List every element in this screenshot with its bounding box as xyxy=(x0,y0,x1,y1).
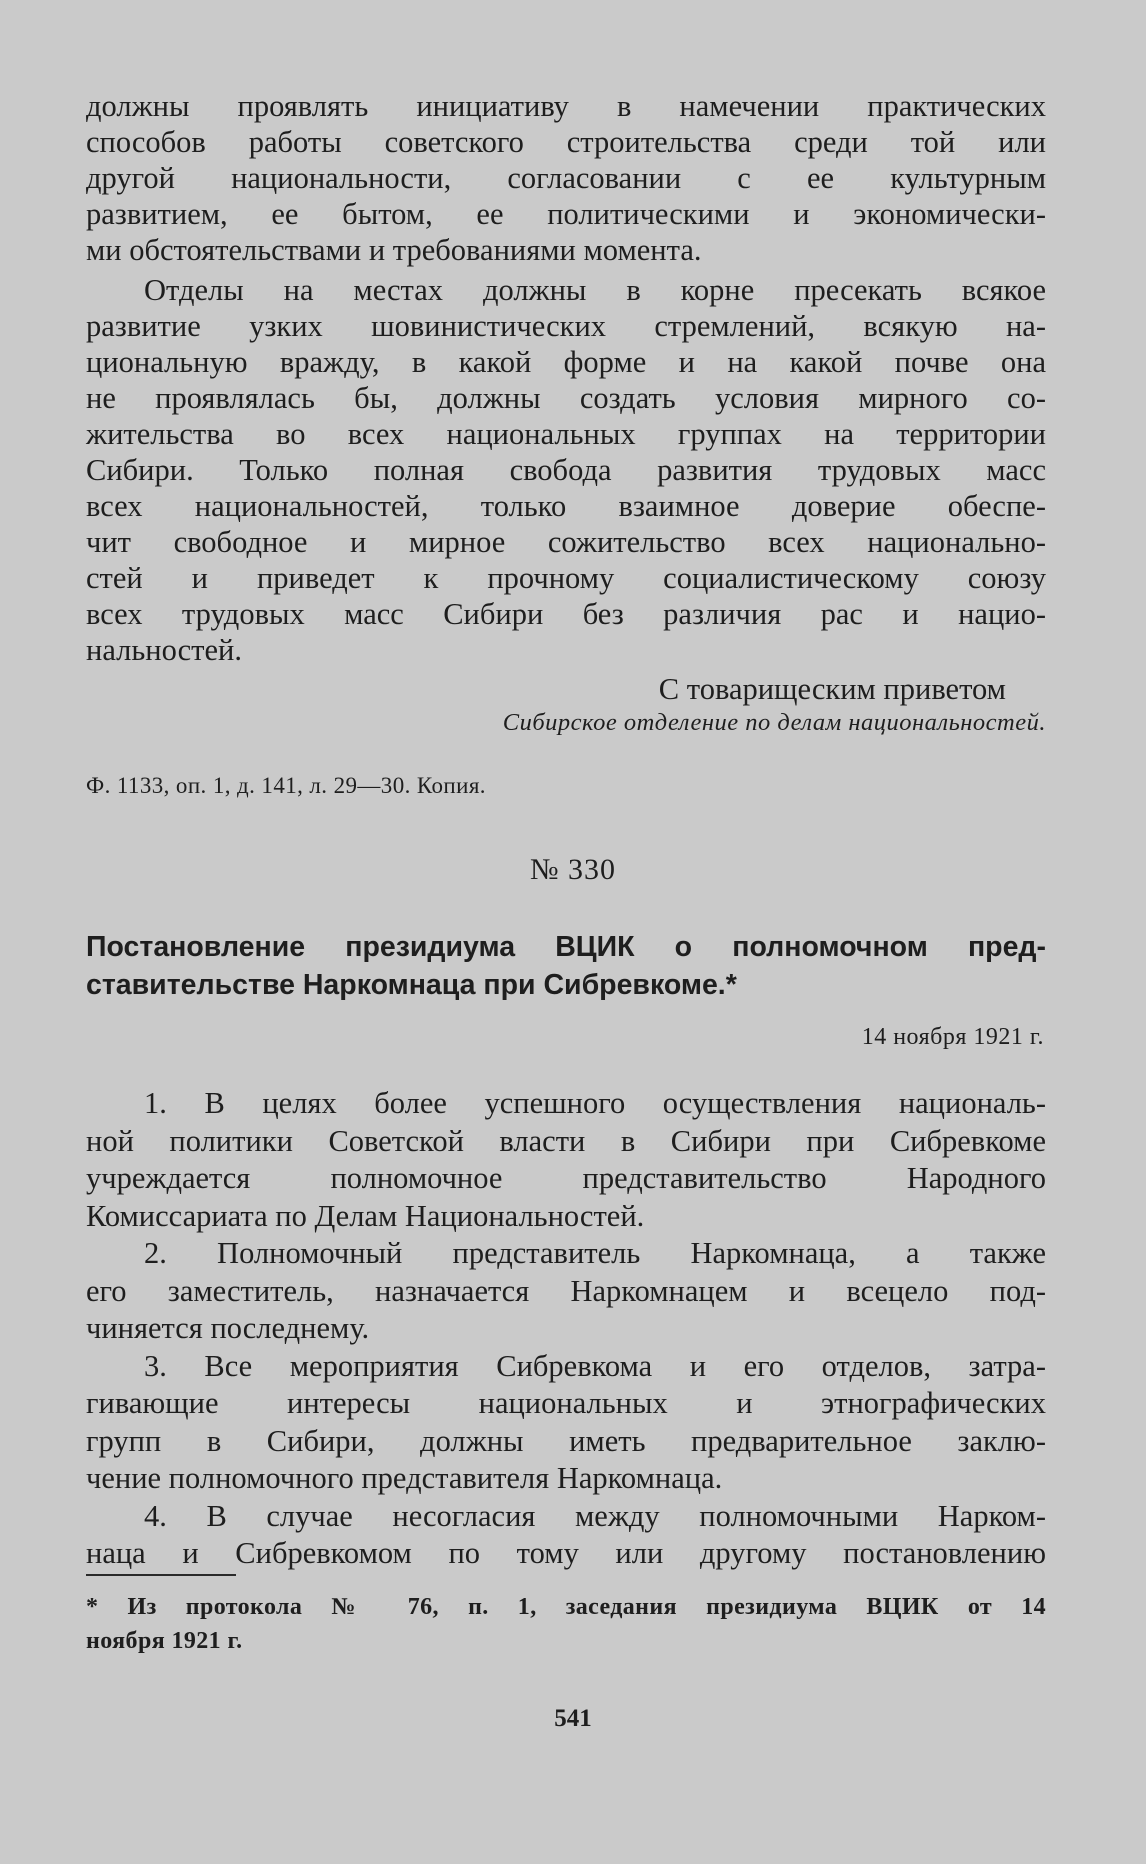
footnote-divider xyxy=(86,1574,236,1576)
document-heading xyxy=(86,928,1046,1004)
text-line: развитие узких шовинистических стремлений, всякую на- xyxy=(86,309,1046,343)
item-line: наца и Сибревкомом по тому или другому постановлению xyxy=(86,1536,1046,1570)
item-line: гивающие интересы национальных и этнографических xyxy=(86,1386,1046,1420)
text-line: должны проявлять инициативу в намечении практических xyxy=(86,89,1046,123)
document-date: 14 ноября 1921 г. xyxy=(861,1024,1044,1050)
text-line: способов работы советского строительства среди той или xyxy=(86,125,1046,159)
heading-line: ставительстве Наркомнаца при Сибревкоме.* xyxy=(86,969,737,1001)
text-line: нальностей. xyxy=(86,633,242,667)
archive-reference: Ф. 1133, оп. 1, д. 141, л. 29—30. Копия. xyxy=(86,773,486,798)
text-line: стей и приведет к прочному социалистическому союзу xyxy=(86,561,1046,595)
footnote-line: ноября 1921 г. xyxy=(86,1628,243,1654)
item-line: его заместитель, назначается Наркомнацем и всецело под- xyxy=(86,1273,1046,1308)
text-line: не проявлялась бы, должны создать условия мирного со- xyxy=(86,381,1046,415)
item-line: групп в Сибири, должны иметь предварительное заклю- xyxy=(86,1423,1046,1458)
text-line: чит свободное и мирное сожительство всех национально- xyxy=(86,525,1046,559)
item-line: 2. Полномочный представитель Наркомнаца, а также xyxy=(144,1236,1046,1270)
closing-greeting: С товарищеским приветом xyxy=(658,672,1006,706)
footnote-line: * Из протокола № 76, п. 1, заседания президиума ВЦИК от 14 xyxy=(86,1594,1046,1620)
text-line: Отделы на местах должны в корне пресекать всякое xyxy=(144,273,1046,307)
paragraph-continued xyxy=(86,88,1046,268)
page-number: 541 xyxy=(554,1705,592,1732)
text-line: Сибири. Только полная свобода развития трудовых масс xyxy=(86,453,1046,487)
document-number: № 330 xyxy=(529,853,617,886)
item-line: 1. В целях более успешного осуществления националь- xyxy=(144,1086,1046,1120)
item-line: 4. В случае несогласия между полномочными Нарком- xyxy=(144,1498,1046,1533)
item-line: учреждается полномочное представительство Народного xyxy=(86,1161,1046,1195)
text-line: циональную вражду, в какой форме и на какой почве она xyxy=(86,345,1046,379)
text-line: всех трудовых масс Сибири без различия рас и нацио- xyxy=(86,597,1046,631)
heading-line: Постановление президиума ВЦИК о полномочном пред- xyxy=(86,931,1046,963)
item-line: 3. Все мероприятия Сибревкома и его отделов, затра- xyxy=(144,1348,1046,1383)
text-line: развитием, ее бытом, ее политическими и экономически- xyxy=(86,197,1046,231)
footnote xyxy=(86,1590,1046,1658)
signature-organization: Сибирское отделение по делам национальностей. xyxy=(502,709,1046,736)
item-line: чение полномочного представителя Наркомнаца. xyxy=(86,1461,723,1495)
item-line: чиняется последнему. xyxy=(86,1311,370,1345)
resolution-items xyxy=(86,1085,1046,1573)
text-line: всех национальностей, только взаимное доверие обеспе- xyxy=(86,489,1046,523)
text-line: ми обстоятельствами и требованиями момента. xyxy=(86,233,702,267)
text-line: другой национальности, согласовании с ее культурным xyxy=(86,161,1046,195)
paragraph-local-departments xyxy=(86,272,1046,668)
item-line: ной политики Советской власти в Сибири при Сибревкоме xyxy=(86,1123,1046,1158)
item-line: Комиссариата по Делам Национальностей. xyxy=(86,1198,645,1233)
text-line: жительства во всех национальных группах на территории xyxy=(86,417,1046,451)
